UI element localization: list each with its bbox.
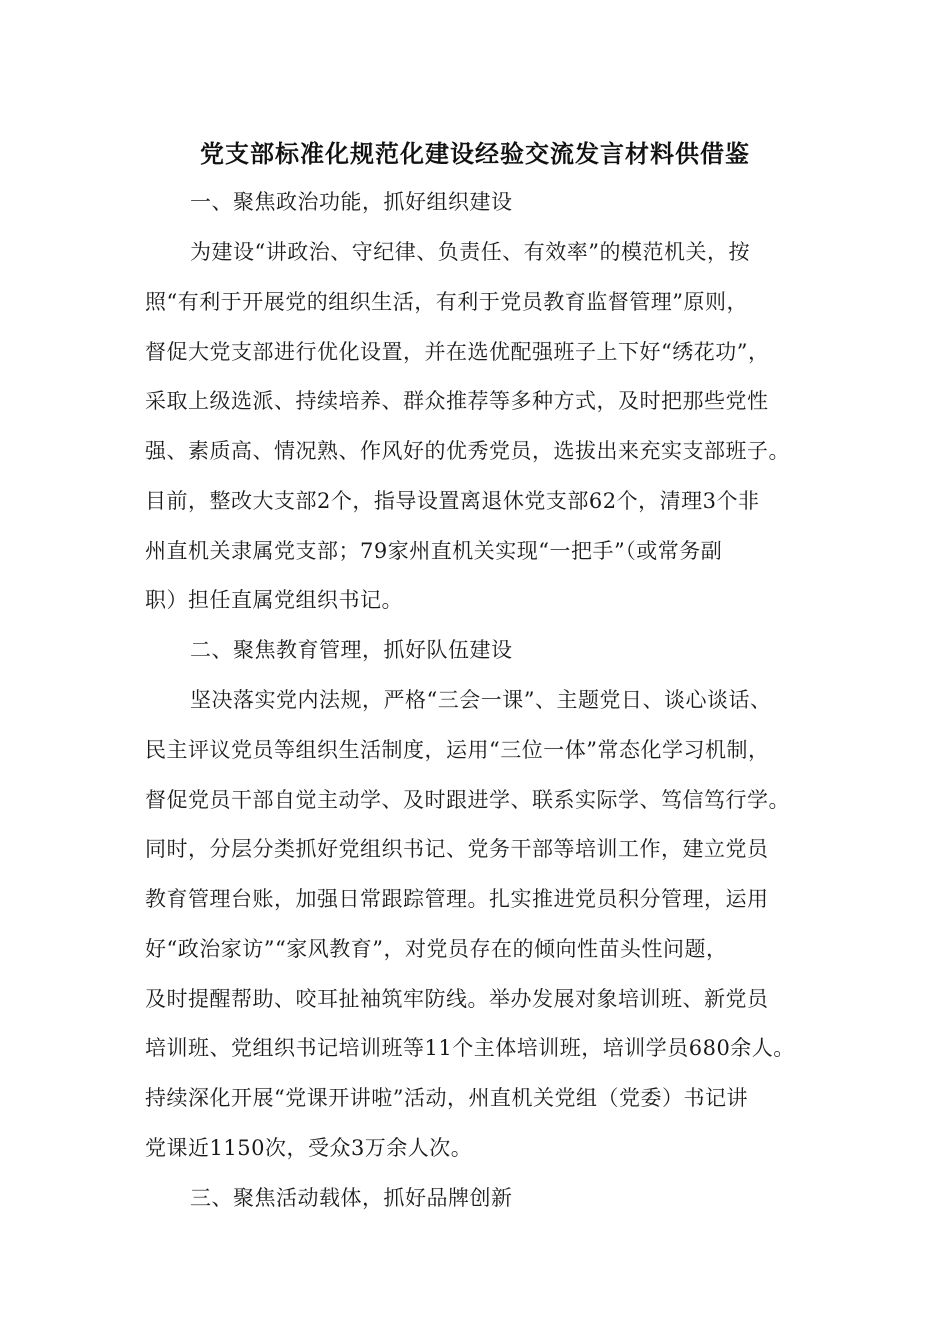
paragraph-line: 照“有利于开展党的组织生活，有利于党员教育监督管理”原则， bbox=[145, 290, 748, 314]
paragraph-line: 培训班、党组织书记培训班等11个主体培训班，培训学员680余人。 bbox=[145, 1036, 795, 1060]
paragraph-line: 督促党员干部自觉主动学、及时跟进学、联系实际学、笃信笃行学。 bbox=[145, 788, 790, 812]
paragraph-line: 督促大党支部进行优化设置，并在选优配强班子上下好“绣花功”， bbox=[145, 340, 770, 364]
paragraph-line: 好“政治家访”“家风教育”，对党员存在的倾向性苗头性问题， bbox=[145, 937, 728, 961]
paragraph-line: 持续深化开展“党课开讲啦”活动，州直机关党组（党委）书记讲 bbox=[145, 1086, 748, 1110]
section-heading-3: 三、聚焦活动载体，抓好品牌创新 bbox=[190, 1186, 513, 1210]
paragraph-line: 采取上级选派、持续培养、群众推荐等多种方式，及时把那些党性 bbox=[145, 389, 769, 413]
paragraph-line: 坚决落实党内法规，严格“三会一课”、主题党日、谈心谈话、 bbox=[190, 688, 772, 712]
section-heading-1: 一、聚焦政治功能，抓好组织建设 bbox=[190, 190, 513, 214]
paragraph-line: 党课近1150次，受众3万余人次。 bbox=[145, 1136, 473, 1160]
document-title: 党支部标准化规范化建设经验交流发言材料供借鉴 bbox=[200, 139, 750, 168]
paragraph-line: 强、素质高、情况熟、作风好的优秀党员，选拔出来充实支部班子。 bbox=[145, 439, 790, 463]
paragraph-line: 同时，分层分类抓好党组织书记、党务干部等培训工作，建立党员 bbox=[145, 837, 769, 861]
paragraph-line: 民主评议党员等组织生活制度，运用“三位一体”常态化学习机制， bbox=[145, 738, 770, 762]
paragraph-line: 州直机关隶属党支部；79家州直机关实现“一把手”（或常务副 bbox=[145, 539, 723, 563]
paragraph-line: 目前，整改大支部2个，指导设置离退休党支部62个，清理3个非 bbox=[145, 489, 760, 513]
paragraph-line: 及时提醒帮助、咬耳扯袖筑牢防线。举办发展对象培训班、新党员 bbox=[145, 987, 769, 1011]
paragraph-line: 为建设“讲政治、守纪律、负责任、有效率”的模范机关，按 bbox=[190, 240, 750, 264]
paragraph-line: 教育管理台账，加强日常跟踪管理。扎实推进党员积分管理，运用 bbox=[145, 887, 769, 911]
section-heading-2: 二、聚焦教育管理，抓好队伍建设 bbox=[190, 638, 513, 662]
paragraph-line: 职）担任直属党组织书记。 bbox=[145, 588, 403, 612]
